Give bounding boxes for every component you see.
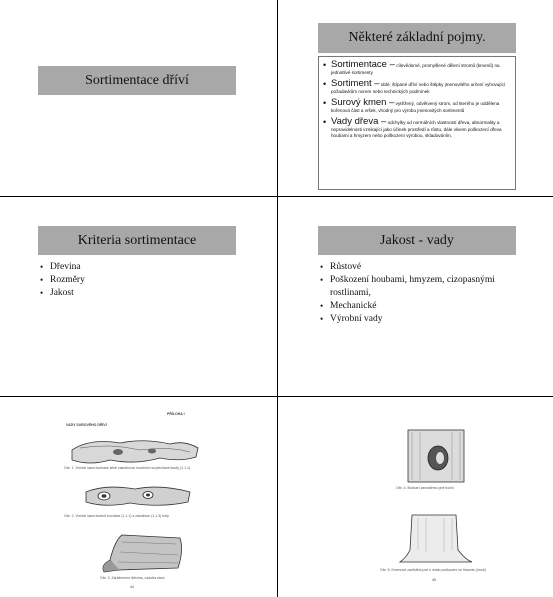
list-item: • Růstové: [320, 261, 518, 274]
slide-3-title: Kriteria sortimentace: [38, 226, 236, 255]
page-header-left: VADY SUROVÉHO DŘÍVÍ: [66, 423, 107, 427]
list-item: • Dřevina: [40, 261, 230, 274]
horizontal-divider: [0, 196, 553, 197]
figure-caption: Obr. 4. Bocharí zarostlému pně boční: [396, 486, 454, 490]
list-item: • Jakost: [40, 287, 230, 300]
definition-term: Surový kmen –: [331, 97, 395, 108]
definitions-box: [318, 56, 516, 190]
figure-caption: Obr. 3. Zaráženíme dřevina, ozdoba sáva: [100, 576, 165, 580]
slide-4-title: Jakost - vady: [318, 226, 516, 255]
page-number: 45: [432, 578, 436, 582]
trunk-illustrations: [360, 410, 510, 590]
criteria-list: [40, 261, 230, 300]
slide-2-title: Některé základní pojmy.: [318, 23, 516, 53]
definition-text: cílevědomé, promyšlené dělení stromů (kmenů) na jednotlivé sortimenty: [331, 63, 500, 75]
list-item: • Poškození houbami, hmyzem, cizopasnými rostlinami,: [320, 274, 518, 300]
list-item: • Výrobní vady: [320, 313, 518, 326]
definition-item: • Surový kmen – vytěžený, odvětvený strom, od kterého je oddělena kořenová část a vršek, vhodný pro výrobu jmenovitých sortimentů: [323, 97, 500, 113]
defects-list: [320, 261, 518, 326]
log-illustrations: [60, 410, 205, 590]
figure-caption: Obr. 2. Vrcholí sáva kontrol bocháse (1.1.1) a zakulbom (1.1.3) boty: [64, 514, 169, 518]
scanned-page-right: [360, 410, 510, 590]
list-item: • Mechanické: [320, 300, 518, 313]
definition-text: oblé, štípané dříví nebo štěpky jmenovitého určení vyhovující požadavkům norem nebo technických podmínek: [331, 82, 506, 94]
definition-term: Vady dřeva –: [331, 116, 387, 127]
definition-item: • Sortiment – oblé, štípané dříví nebo štěpky jmenovitého určení vyhovující požadavkům norem nebo technických podmínek: [323, 78, 506, 94]
page-number: 44: [130, 585, 134, 589]
horizontal-divider: [0, 396, 553, 397]
list-item: • Rozměry: [40, 274, 230, 287]
definition-term: Sortiment –: [331, 78, 380, 89]
page-header-right: PŘÍLOHA I: [167, 412, 185, 416]
figure-caption: Obr. 1. Vrcholí sáva bocháse silně zakulboval, kontrolni na plechávé bouty (1.1.1): [64, 466, 191, 470]
scanned-page-left: [60, 410, 205, 590]
definition-item: • Sortimentace – cílevědomé, promyšlené dělení stromů (kmenů) na jednotlivé sortimenty: [323, 59, 500, 75]
definition-text: odchylky od normálních vlastností dřeva, abnormality a nepravidelnosti vznikající jako účinek prostředí a růstu, dále vlivem poškození dřeva houbami a hmyzem nebo poškození výrobou, skladováním.: [331, 120, 502, 138]
definition-text: vytěžený, odvětvený strom, od kterého je oddělena kořenová část a vršek, vhodný pro výrobu jmenovitých sortimentů: [331, 101, 500, 113]
vertical-divider: [277, 0, 278, 597]
definition-item: • Vady dřeva – odchylky od normálních vlastností dřeva, abnormality a nepravidelnosti vznikající jako účinek prostředí a růstu, dále vlivem poškození dřeva houbami a hmyzem nebo poškození výrobou, skladováním.: [323, 116, 502, 138]
slide-1-title: Sortimentace dříví: [38, 66, 236, 95]
figure-caption: Obr. 5. Kmenové zarůstěni pně k místu poškození ve hlavním (boulí): [380, 568, 487, 572]
definition-term: Sortimentace –: [331, 59, 395, 70]
